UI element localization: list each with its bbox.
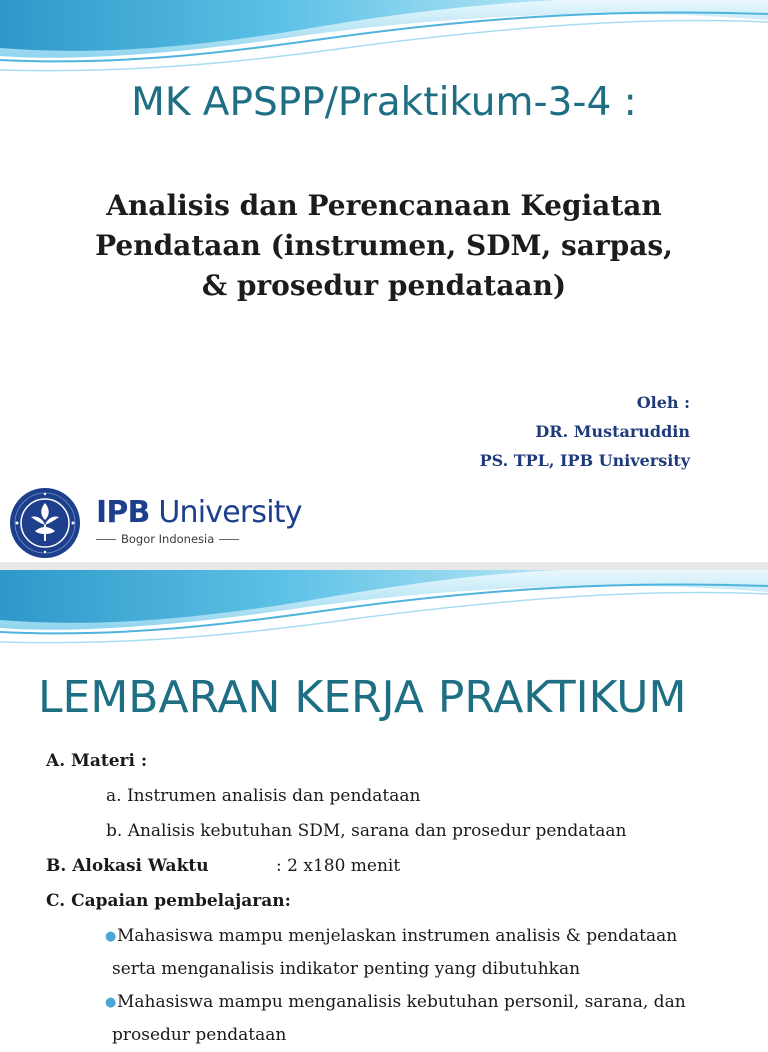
wave-banner <box>0 570 768 650</box>
bullet-icon: ● <box>105 995 117 1010</box>
subtitle-line: Analisis dan Perencanaan Kegiatan <box>106 189 662 222</box>
bullet-text: Mahasiswa mampu menganalisis kebutuhan personil, sarana, dan <box>117 992 686 1012</box>
section-b <box>46 849 746 884</box>
brand-name <box>96 496 302 530</box>
slide-separator <box>0 562 768 570</box>
tagline-dash <box>219 539 239 540</box>
subtitle-line: Pendataan (instrumen, SDM, sarpas, <box>95 229 673 262</box>
bullet-text-continued: prosedur pendataan <box>112 1025 287 1045</box>
section-b-value: : 2 x180 menit <box>276 856 401 876</box>
bullet-text-continued: serta menganalisis indikator penting yang dibutuhkan <box>112 959 581 979</box>
slide-title: LEMBARAN KERJA PRAKTIKUM <box>38 672 687 723</box>
slide-title: MK APSPP/Praktikum-3-4 : <box>131 80 637 125</box>
author-label: Oleh : <box>636 393 690 412</box>
slide-subtitle <box>60 186 708 306</box>
brand-name-bold: IPB <box>96 495 150 530</box>
ipb-wordmark <box>96 496 302 546</box>
brand-name-rest: University <box>149 495 302 530</box>
section-b-heading: B. Alokasi Waktu <box>46 856 209 876</box>
ipb-seal-icon <box>9 487 81 559</box>
section-a-heading: A. Materi : <box>46 751 148 771</box>
author-name: DR. Mustaruddin <box>535 422 690 441</box>
materi-item: a. Instrumen analisis dan pendataan <box>106 786 421 806</box>
list-item <box>46 986 746 1052</box>
worksheet-body <box>46 744 746 1052</box>
section-c-heading: C. Capaian pembelajaran: <box>46 891 291 911</box>
bullet-icon: ● <box>105 929 117 944</box>
list-item <box>46 920 746 986</box>
author-affiliation: PS. TPL, IPB University <box>479 451 690 470</box>
brand-tagline <box>96 532 302 546</box>
wave-banner <box>0 0 768 80</box>
worksheet-slide <box>0 570 768 1045</box>
author-block <box>480 388 690 475</box>
materi-item: b. Analisis kebutuhan SDM, sarana dan prosedur pendataan <box>106 821 627 841</box>
tagline-dash <box>96 539 116 540</box>
bullet-text: Mahasiswa mampu menjelaskan instrumen analisis & pendataan <box>117 926 678 946</box>
subtitle-line: & prosedur pendataan) <box>201 269 567 302</box>
tagline-text: Bogor Indonesia <box>121 532 215 546</box>
